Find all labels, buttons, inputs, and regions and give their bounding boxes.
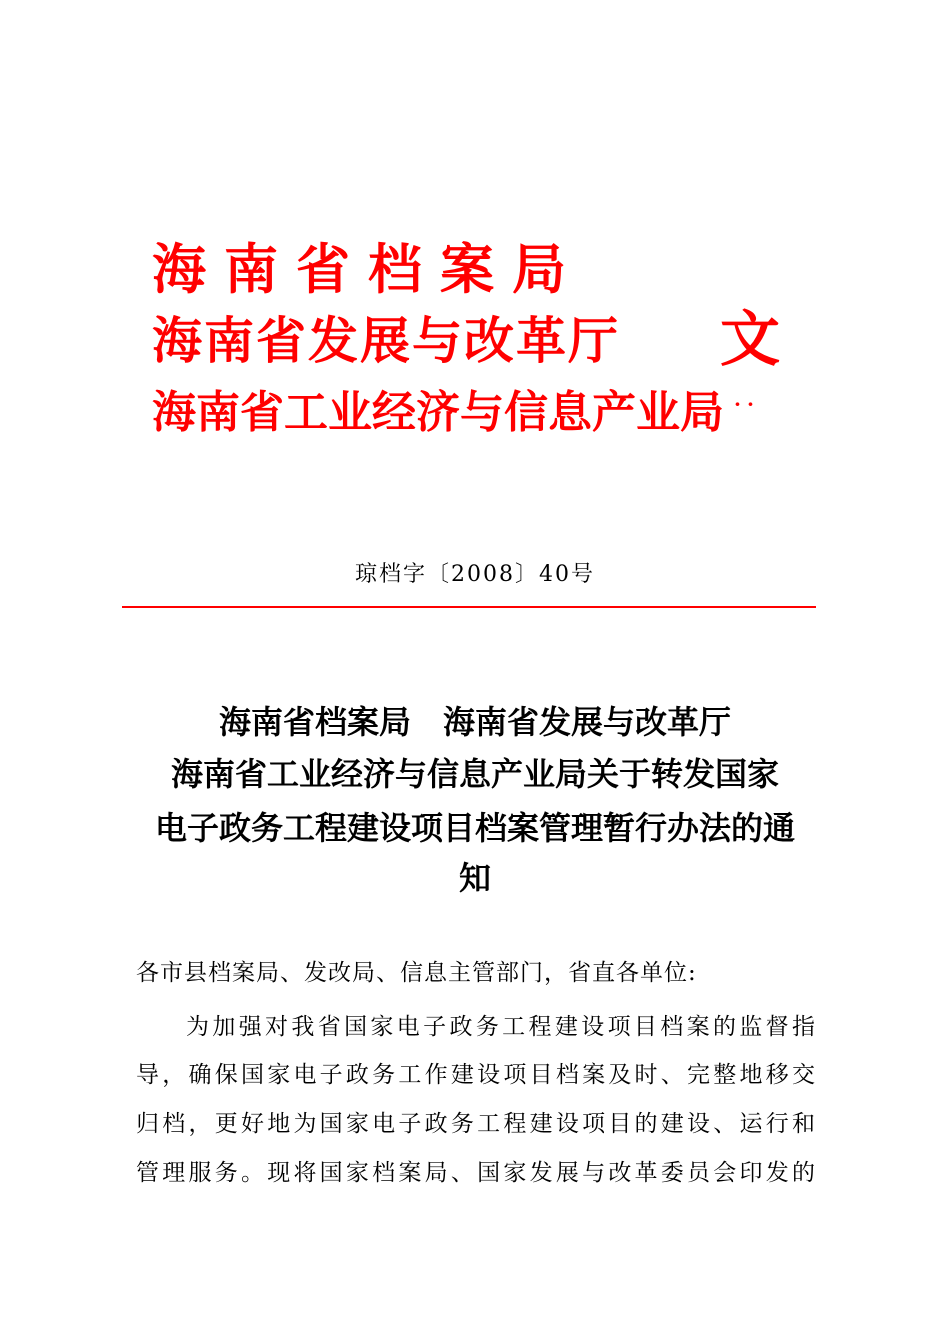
document-title-line: 电子政务工程建设项目档案管理暂行办法的通 xyxy=(154,809,795,847)
body-text-line: 为加强对我省国家电子政务工程建设项目档案的监督指 xyxy=(186,1014,816,1040)
issuer-name-development-reform: 海南省发展与改革厅 xyxy=(152,311,620,370)
body-text-line: 归档，更好地为国家电子政务工程建设项目的建设、运行和 xyxy=(136,1111,816,1137)
issuer-name-industry-information: 海南省工业经济与信息产业局 xyxy=(152,387,724,438)
document-number: 琼档字〔2008〕40号 xyxy=(355,562,595,587)
document-title-line: 海南省工业经济与信息产业局关于转发国家 xyxy=(170,755,779,793)
document-mark-wen: 文 xyxy=(720,305,780,375)
salutation: 各市县档案局、发改局、信息主管部门，省直各单位: xyxy=(136,960,697,986)
body-text-line: 导，确保国家电子政务工作建设项目档案及时、完整地移交 xyxy=(136,1062,816,1088)
document-title-line: 海南省档案局 海南省发展与改革厅 xyxy=(218,703,731,741)
body-text-line: 管理服务。现将国家档案局、国家发展与改革委员会印发的 xyxy=(136,1160,816,1186)
document-title-line: 知 xyxy=(458,859,491,897)
issuer-name-archives-bureau: 海南省档案局 xyxy=(152,237,584,301)
red-separator-line xyxy=(122,606,816,608)
document-mark-fragment: ·· xyxy=(734,392,760,416)
